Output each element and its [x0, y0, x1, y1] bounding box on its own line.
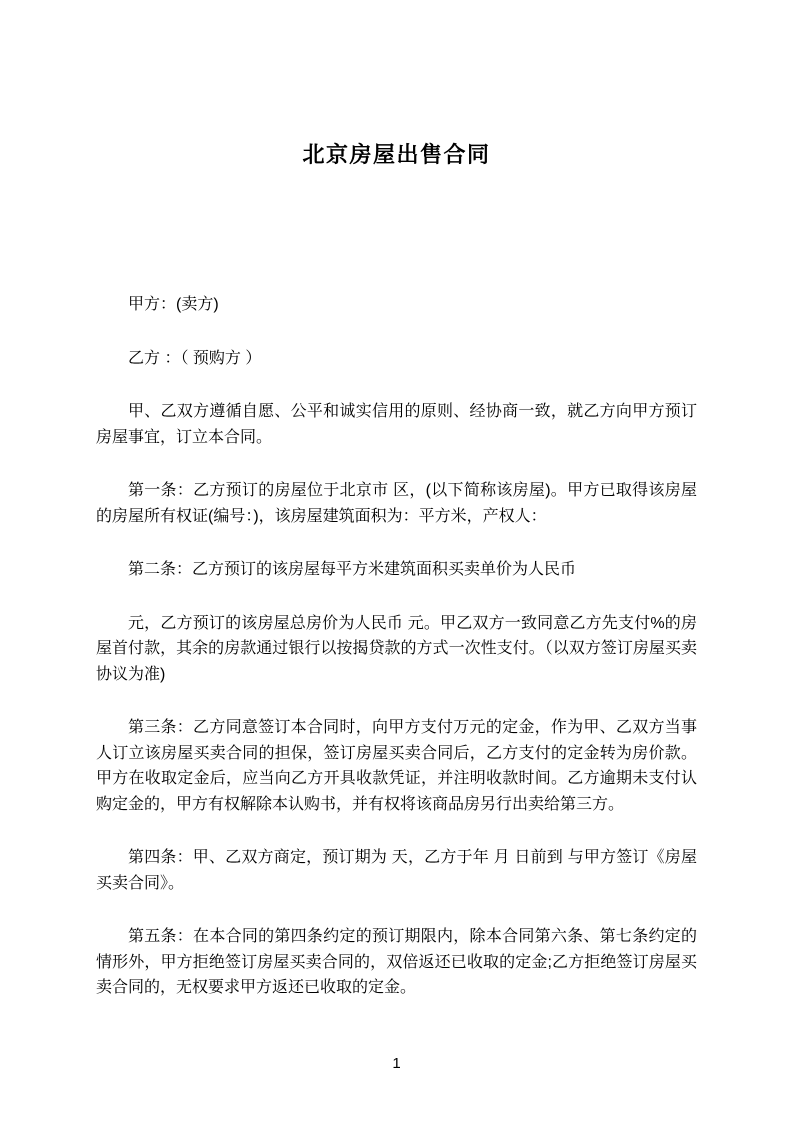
paragraph-article-3: 第三条：乙方同意签订本合同时，向甲方支付万元的定金，作为甲、乙双方当事人订立该房屋买卖合同的担保，签订房屋买卖合同后，乙方支付的定金转为房价款。甲方在收取定金后，应当向乙方开具收款凭证，并注明收款时间。乙方逾期未支付认购定金的，甲方有权解除本认购书，并有权将该商品房另行出卖给第三方。 — [96, 719, 697, 813]
paragraph-article-2-continuation: 元，乙方预订的该房屋总房价为人民币 元。甲乙双方一致同意乙方先支付%的房屋首付款，其余的房款通过银行以按揭贷款的方式一次性支付。（以双方签订房屋买卖协议为准) — [96, 614, 697, 683]
paragraph-party-b: 乙方 ：（ 预购方 ） — [128, 349, 262, 367]
paragraph-article-2: 第二条：乙方预订的该房屋每平方米建筑面积买卖单价为人民币 — [128, 561, 577, 578]
paragraph-party-a: 甲方：(卖方) — [128, 296, 219, 313]
document-title: 北京房屋出售合同 — [302, 142, 491, 167]
paragraph-article-4: 第四条：甲、乙双方商定，预订期为 天，乙方于年 月 日前到 与甲方签订《房屋买卖合同》。 — [96, 849, 697, 892]
paragraph-article-1: 第一条：乙方预订的房屋位于北京市 区，(以下简称该房屋)。甲方已取得该房屋的房屋所有权证(编号：)，该房屋建筑面积为：平方米，产权人： — [96, 482, 697, 525]
page-number: 1 — [392, 1055, 401, 1072]
document-body — [96, 292, 697, 1001]
paragraph-preamble: 甲、乙双方遵循自愿、公平和诚实信用的原则、经协商一致，就乙方向甲方预订房屋事宜，订立本合同。 — [96, 403, 697, 446]
paragraph-article-5: 第五条：在本合同的第四条约定的预订期限内，除本合同第六条、第七条约定的情形外，甲方拒绝签订房屋买卖合同的，双倍返还已收取的定金;乙方拒绝签订房屋买卖合同的，无权要求甲方返还已收取的定金。 — [96, 928, 697, 996]
